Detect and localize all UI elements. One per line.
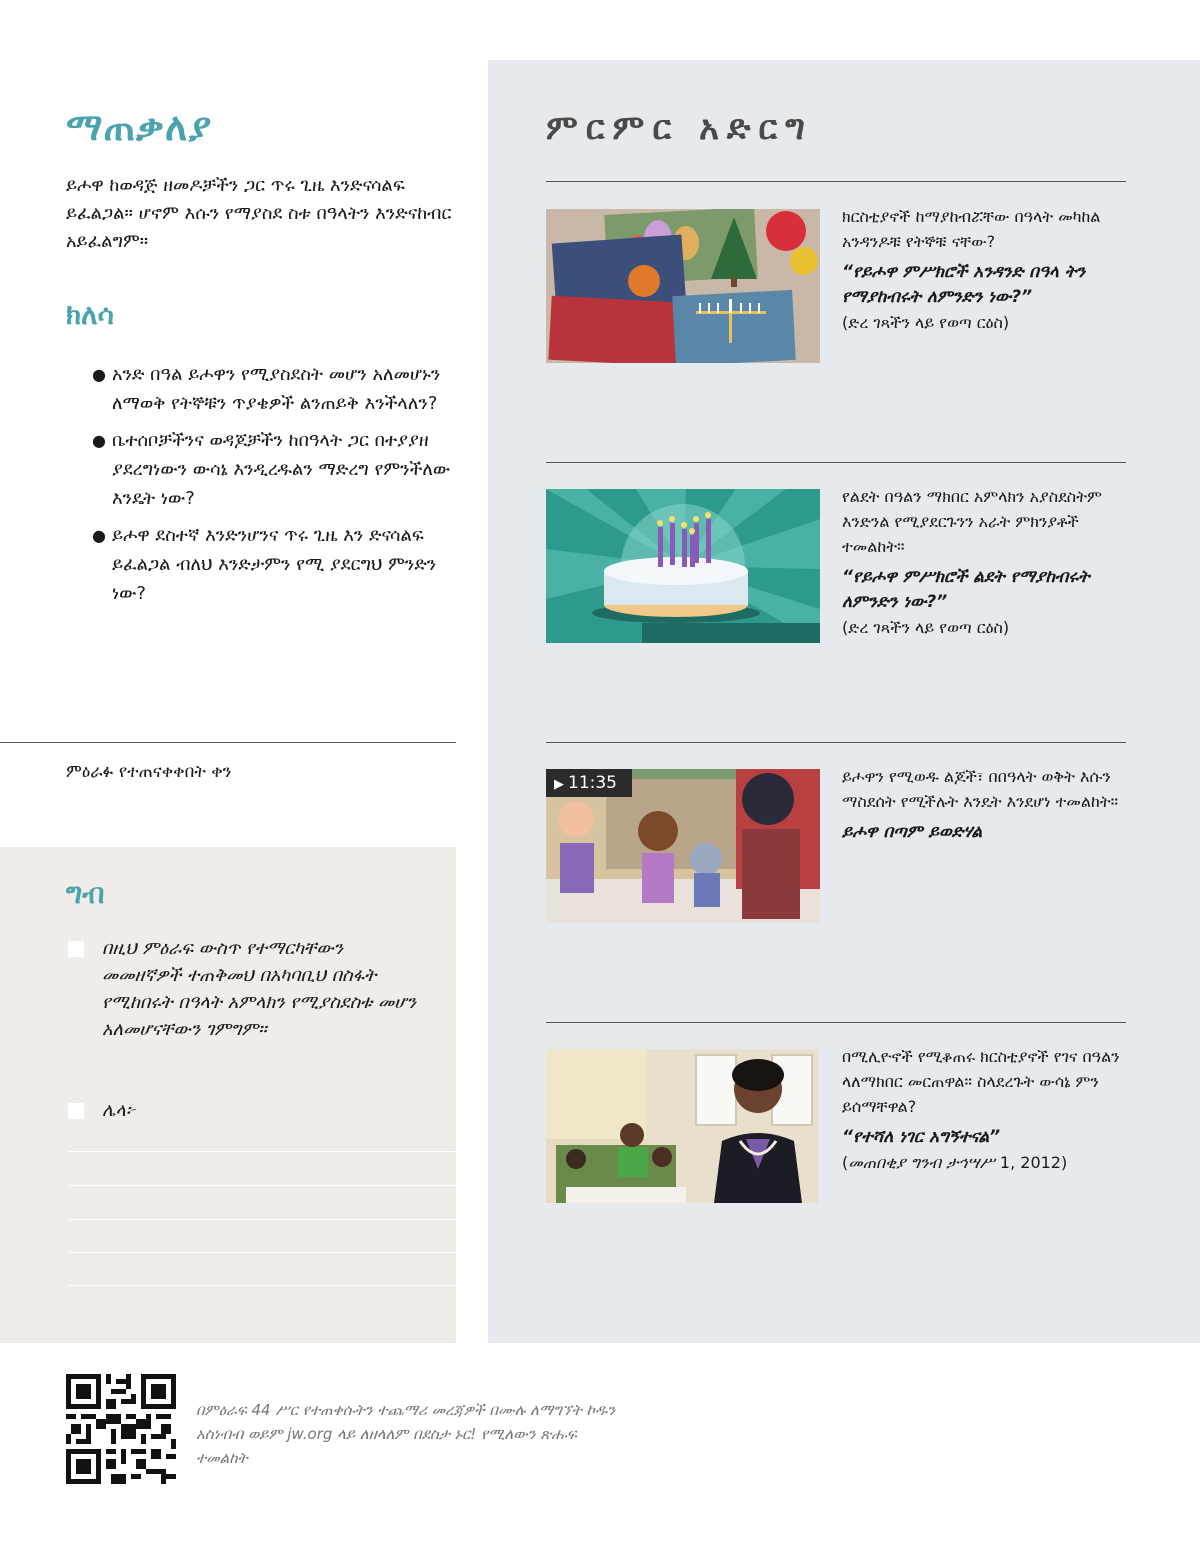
divider [546, 462, 1126, 463]
research-item-link[interactable]: “የተሻለ ነገር አግኝተናል” [842, 1127, 1001, 1147]
summary-title: ማጠቃለያ [66, 104, 213, 149]
goal-checkbox[interactable] [68, 941, 84, 957]
research-panel [488, 60, 1200, 1343]
birthday-cake-image[interactable] [546, 489, 820, 643]
research-item-source: (ድረ ገጻችን ላይ የወጣ ርዕስ) [842, 618, 1010, 637]
video-duration: 11:35 [568, 773, 617, 793]
animated-children-video[interactable] [546, 769, 820, 923]
completion-date-label: ምዕራፉ የተጠናቀቀበት ቀን [66, 762, 232, 782]
source-date: 1, 2012) [994, 1153, 1068, 1172]
review-question-text: ቤተሰቦቻችንና ወዳጆቻችን ከበዓላት ጋር በተያያዘ ያደረግነውን ውሳኔ እንዲረዱልን ማድረግ የምንችለው እንዴት ነው? [112, 430, 451, 509]
goal-checkbox[interactable] [68, 1103, 84, 1119]
research-item-source: (መጠበቂያ ግንብ ታኅሣሥ 1, 2012) [842, 1153, 1068, 1172]
holiday-collage-image[interactable] [546, 209, 820, 363]
divider [546, 742, 1126, 743]
bullet-icon: ● [92, 526, 106, 545]
goal-item-text: ሌላ፦ [102, 1100, 136, 1121]
source-publication: መጠበቂያ ግንብ ታኅሣሥ [848, 1153, 995, 1172]
writing-line[interactable] [68, 1151, 456, 1152]
review-question [92, 360, 460, 418]
review-question-text: አንድ በዓል ይሖዋን የሚያስደስት መሆን አለመሆኑን ለማወቅ የትኞቹን ጥያቄዎች ልንጠይቅ እንችላለን? [112, 364, 441, 414]
goal-item[interactable] [68, 935, 428, 1043]
research-item-description: በሚሊዮኖች የሚቆጠሩ ክርስቲያኖች የገና በዓልን ላለማክበር መርጠዋል። ስላደረጉት ውሳኔ ምን ይሰማቸዋል? [842, 1047, 1120, 1116]
goal-item-other[interactable] [68, 1097, 428, 1124]
woman-photo-image[interactable] [546, 1049, 818, 1203]
video-duration-badge [546, 769, 632, 797]
research-item-source: (ድረ ገጻችን ላይ የወጣ ርዕስ) [842, 313, 1010, 332]
divider [0, 742, 456, 743]
research-item-link[interactable]: “የይሖዋ ምሥክሮች ልደት የማያከብሩት ለምንድን ነው?” [842, 567, 1090, 612]
play-icon: ▶ [554, 777, 564, 792]
bullet-icon: ● [92, 431, 106, 450]
research-item-link[interactable]: “የይሖዋ ምሥክሮች አንዳንድ በዓላ ትን የማያከብሩት ለምንድን ነው?” [842, 262, 1086, 307]
writing-line[interactable] [68, 1185, 456, 1186]
research-title: ምርምር አድርግ [546, 108, 813, 148]
research-item-description: ክርስቲያኖች ከማያከብሯቸው በዓላት መካከል አንዳንዶቹ የትኞቹ ናቸው? [842, 207, 1101, 251]
research-item [842, 764, 1132, 845]
writing-line[interactable] [68, 1252, 456, 1253]
divider [546, 1022, 1126, 1023]
qr-code[interactable] [66, 1374, 176, 1484]
review-question-text: ይሖዋ ደስተኛ እንድንሆንና ጥሩ ጊዜ እን ድናሳልፍ ይፈልጋል ብለህ እንድታምን የሚ ያደርግህ ምንድን ነው? [112, 525, 437, 604]
research-item-description: የልደት በዓልን ማክበር አምላክን አያስደስትም እንድንል የሚያደርጉንን አራት ምክንያቶች ተመልከት። [842, 487, 1102, 556]
review-question [92, 426, 460, 513]
research-item-description: ይሖዋን የሚወዱ ልጆች፣ በበዓላት ወቅት እሱን ማስደሰት የሚችሉት እንዴት እንደሆነ ተመልከት። [842, 767, 1119, 811]
writing-line[interactable] [68, 1219, 456, 1220]
review-question [92, 521, 460, 608]
research-item-link[interactable]: ይሖዋ በጣም ይወድሃል [842, 822, 983, 842]
research-item [842, 484, 1132, 640]
research-item [842, 204, 1132, 335]
left-column [0, 0, 488, 1343]
research-item [842, 1044, 1132, 1175]
divider [546, 181, 1126, 182]
writing-line[interactable] [68, 1285, 456, 1286]
goal-box [0, 847, 456, 1343]
review-list [92, 360, 460, 616]
goal-title: ግብ [66, 877, 105, 910]
summary-text: ይሖዋ ከወዳጅ ዘመዶቻችን ጋር ጥሩ ጊዜ እንድናሳልፍ ይፈልጋል። ሆኖም እሱን የማያስደ ስቱ በዓላትን እንድናከብር አይፈልግም። [66, 175, 452, 252]
bullet-icon: ● [92, 365, 106, 384]
footer-text: በምዕራፍ 44 ሥር የተጠቀሱትን ተጨማሪ መረጃዎች በሙሉ ለማግኘት ኮዱን አስነብብ ወይም jw.org ላይ ለዘላለም በደስታ ኑር! የሚለውን ጽሑፍ ተመልከት [196, 1401, 616, 1467]
goal-item-text: በዚህ ምዕራፍ ውስጥ የተማርካቸውን መመዘኛዎች ተጠቅመህ በአካባቢህ በስፋት የሚከበሩት በዓላት አምላክን የሚያስደስቱ መሆን አለመሆናቸውን ገምግም። [102, 938, 417, 1040]
review-title: ክለሳ [66, 298, 114, 331]
